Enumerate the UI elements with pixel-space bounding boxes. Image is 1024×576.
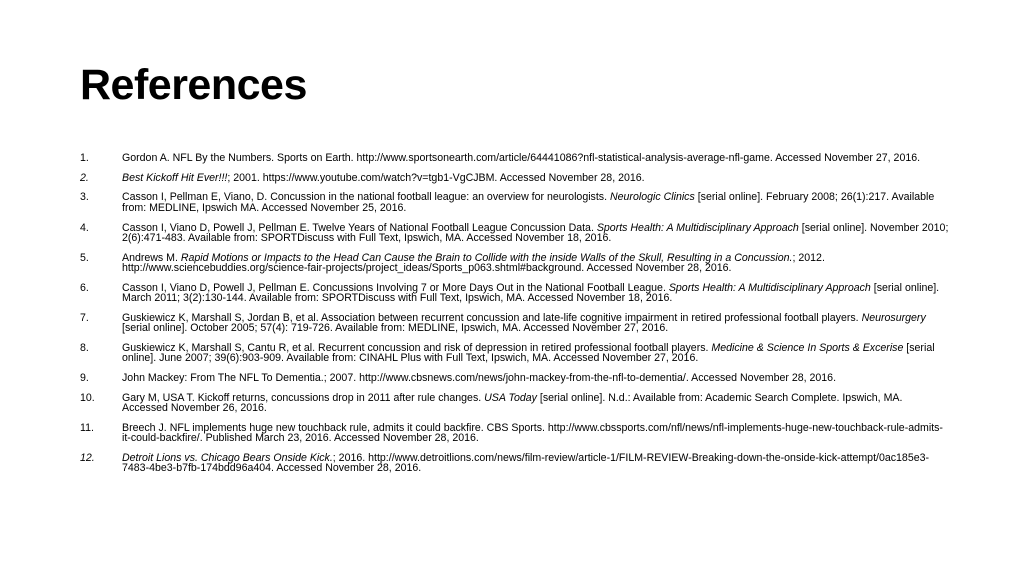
reference-number: 7. [80, 311, 89, 324]
reference-text-segment: Guskiewicz K, Marshall S, Jordan B, et al. Association between recurrent concussion and late-life cognitive impairment in retired professional football players. [122, 311, 862, 324]
reference-text [122, 342, 935, 364]
reference-number: 3. [80, 191, 89, 204]
reference-source-title: Sports Health: A Multidisciplinary Approach [596, 221, 799, 234]
reference-number: 4. [80, 221, 89, 234]
reference-number: 8. [80, 341, 89, 354]
reference-item [80, 423, 950, 444]
reference-text [122, 252, 825, 274]
reference-text-segment: [serial online]. February 2008; 26(1):217. Available from: MEDLINE, Ipswich MA. Accessed November 25, 2016. [122, 191, 935, 214]
reference-number: 10. [80, 391, 95, 404]
reference-source-title: Neurosurgery [861, 311, 926, 324]
reference-number: 12. [80, 451, 95, 464]
reference-text-segment: Andrews M. [122, 251, 181, 264]
reference-number: 11. [80, 421, 94, 434]
reference-item [80, 453, 950, 474]
reference-text [122, 172, 645, 184]
reference-text [122, 392, 902, 414]
reference-source-title: USA Today [484, 391, 537, 404]
reference-source-title: Best Kickoff Hit Ever!!! [122, 171, 228, 184]
reference-text-segment: Casson I, Pellman E, Viano, D. Concussion in the national football league: an overview for neurologists. [122, 191, 610, 204]
reference-text-segment: [serial online]. N.d.: Available from: Academic Search Complete. Ipswich, MA. Accessed November 26, 2016. [122, 391, 903, 415]
reference-text-segment: ; 2001. https://www.youtube.com/watch?v=tgb1-VgCJBM. Accessed November 28, 2016. [227, 171, 645, 184]
reference-text-segment: [serial online]. March 2011; 3(2):130-144. Available from: SPORTDiscuss with Full Text, Ipswich, MA. Accessed November 18, 2016. [122, 281, 940, 305]
reference-source-title: Rapid Motions or Impacts to the Head Can Cause the Brain to Collide with the inside Walls of the Skull, Resulting in a Concussion. [180, 251, 793, 264]
references-list [80, 153, 950, 483]
reference-text-segment: John Mackey: From The NFL To Dementia.; 2007. http://www.cbsnews.com/news/john-mackey-from-the-nfl-to-dementia/. Accessed November 28, 2016. [122, 372, 837, 385]
reference-item [80, 153, 950, 163]
reference-item [80, 173, 950, 183]
reference-item [80, 373, 950, 383]
reference-number: 2. [80, 171, 89, 184]
reference-text-segment: Casson I, Viano D, Powell J, Pellman E. Twelve Years of National Football League Concussion Data. [122, 221, 597, 234]
reference-text-segment: Gary M, USA T. Kickoff returns, concussions drop in 2011 after rule changes. [122, 391, 485, 404]
reference-item [80, 283, 950, 304]
reference-text [122, 312, 926, 334]
reference-text [122, 372, 836, 384]
reference-item [80, 343, 950, 364]
reference-number: 9. [80, 372, 89, 385]
reference-text-segment: Breech J. NFL implements huge new touchback rule, admits it could backfire. CBS Sports. http://www.cbssports.com/nfl/news/nfl-implements-huge-new-touchback-rule-admits-it-could-backfire/. Published March 23, 2016. Accessed November 28, 2016. [122, 421, 943, 445]
reference-text-segment: ; 2012. http://www.sciencebuddies.org/science-fair-projects/project_ideas/Sports_p063.shtml#background. Accessed November 28, 2016. [122, 251, 825, 275]
reference-number: 5. [80, 251, 89, 264]
reference-item [80, 393, 950, 414]
reference-text-segment: Gordon A. NFL By the Numbers. Sports on Earth. http://www.sportsonearth.com/article/64441086?nfl-statistical-analysis-average-nfl-game. Accessed November 27, 2016. [122, 152, 921, 164]
reference-text [122, 152, 920, 164]
reference-text [122, 282, 939, 304]
reference-item [80, 192, 950, 213]
reference-item [80, 223, 950, 244]
reference-text [122, 191, 934, 213]
reference-text-segment: [serial online]. October 2005; 57(4): 719-726. Available from: MEDLINE, Ipswich, MA. Accessed November 27, 2016. [122, 322, 669, 335]
reference-number: 6. [80, 281, 89, 294]
reference-item [80, 313, 950, 334]
reference-text-segment: ; 2016. http://www.detroitlions.com/news/film-review/article-1/FILM-REVIEW-Breaking-down-the-onside-kick-attempt/0ac185e3-7483-4be3-b7fb-174bdd96a404. Accessed November 28, 2016. [122, 451, 930, 475]
reference-text [122, 422, 943, 444]
page-title: References [80, 61, 307, 109]
reference-item [80, 253, 950, 274]
reference-source-title: Neurologic Clinics [610, 191, 695, 204]
reference-source-title: Sports Health: A Multidisciplinary Approach [668, 281, 871, 294]
reference-text-segment: [serial online]. June 2007; 39(6):903-909. Available from: CINAHL Plus with Full Text, Ipswich, MA. Accessed November 27, 2016. [122, 341, 935, 365]
reference-number: 1. [80, 152, 89, 164]
reference-text-segment: Guskiewicz K, Marshall S, Cantu R, et al. Recurrent concussion and risk of depression in retired professional football players. [122, 341, 712, 354]
reference-source-title: Medicine & Science In Sports & Excerise [711, 341, 904, 354]
reference-text-segment: Casson I, Viano D, Powell J, Pellman E. Concussions Involving 7 or More Days Out in the National Football League. [122, 281, 669, 294]
reference-text [122, 222, 948, 244]
reference-text [122, 452, 929, 474]
reference-source-title: Detroit Lions vs. Chicago Bears Onside Kick. [122, 451, 333, 464]
reference-text-segment: [serial online]. November 2010; 2(6):471-483. Available from: SPORTDiscuss with Full Text, Ipswich, MA. Accessed November 18, 2016. [122, 221, 949, 244]
